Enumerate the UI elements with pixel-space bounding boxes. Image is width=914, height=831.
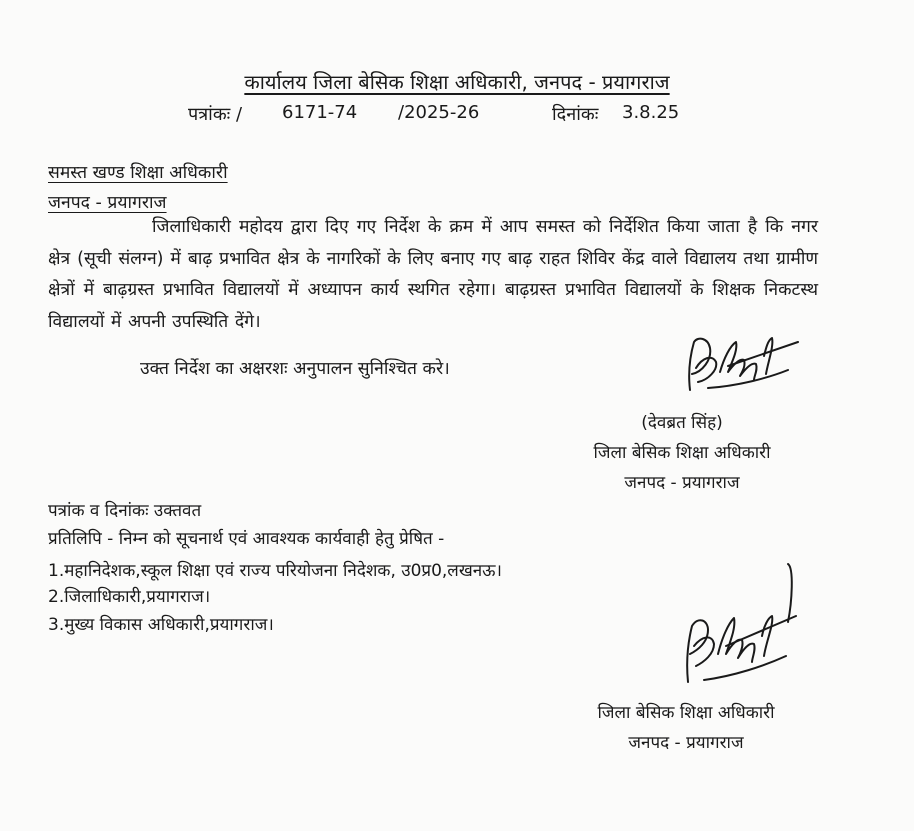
recipient-item: 2.जिलाधिकारी,प्रयागराज। bbox=[48, 587, 211, 607]
date-value: 3.8.25 bbox=[622, 102, 680, 123]
body-paragraph: जिलाधिकारी महोदय द्वारा दिए गए निर्देश के क्रम में आप समस्त को निर्देशित किया जाता है कि नगर क्षेत्र (सूची संलग्न) में बाढ़ प्रभावित क्षेत्र के नागरिकों के लिए बनाए गए बाढ़ राहत शिविर केंद्र वाले विद्यालय तथा ग्रामीण क्षेत्रों में बाढ़ग्रस्त प्रभावित विद्यालयों में अध्यापन कार्य स्थगित रहेगा। बाढ़ग्रस्त प्रभावित विद्यालयों के शिक्षक निकटस्थ विद्यालयों में अपनी उपस्थिति देंगे। bbox=[48, 217, 818, 332]
office-title-text: कार्यालय जिला बेसिक शिक्षा अधिकारी, जनपद - प्रयागराज bbox=[244, 70, 670, 94]
addressee-line-2: जनपद - प्रयागराज bbox=[48, 193, 167, 213]
letter-number: 6171-74 bbox=[282, 102, 358, 123]
signature-mark bbox=[668, 328, 808, 398]
addressee-line-1: समस्त खण्ड शिक्षा अधिकारी bbox=[48, 163, 228, 183]
letter-number-label: पत्रांकः / bbox=[188, 104, 243, 125]
signatory-name: (देवब्रत सिंह) bbox=[641, 413, 723, 433]
signatory-district: जनपद - प्रयागराज bbox=[624, 473, 740, 493]
signature-mark bbox=[670, 562, 810, 690]
signatory-designation: जिला बेसिक शिक्षा अधिकारी bbox=[593, 443, 771, 463]
copy-forward-line: प्रतिलिपि - निम्न को सूचनार्थ एवं आवश्यक कार्यवाही हेतु प्रेषित - bbox=[48, 529, 445, 549]
footer-designation: जिला बेसिक शिक्षा अधिकारी bbox=[597, 703, 775, 723]
date-label: दिनांकः bbox=[552, 104, 599, 125]
instruction-line: उक्त निर्देश का अक्षरशः अनुपालन सुनिश्चित करे। bbox=[140, 359, 450, 379]
recipient-item: 1.महानिदेशक,स्कूल शिक्षा एवं राज्य परियोजना निदेशक, उ0प्र0,लखनऊ। bbox=[48, 561, 502, 581]
recipient-item: 3.मुख्य विकास अधिकारी,प्रयागराज। bbox=[48, 615, 274, 635]
letter-year: /2025-26 bbox=[398, 102, 480, 123]
footer-district: जनपद - प्रयागराज bbox=[628, 733, 744, 753]
copy-reference-line: पत्रांक व दिनांकः उक्तवत bbox=[48, 501, 202, 521]
office-title bbox=[0, 68, 914, 95]
